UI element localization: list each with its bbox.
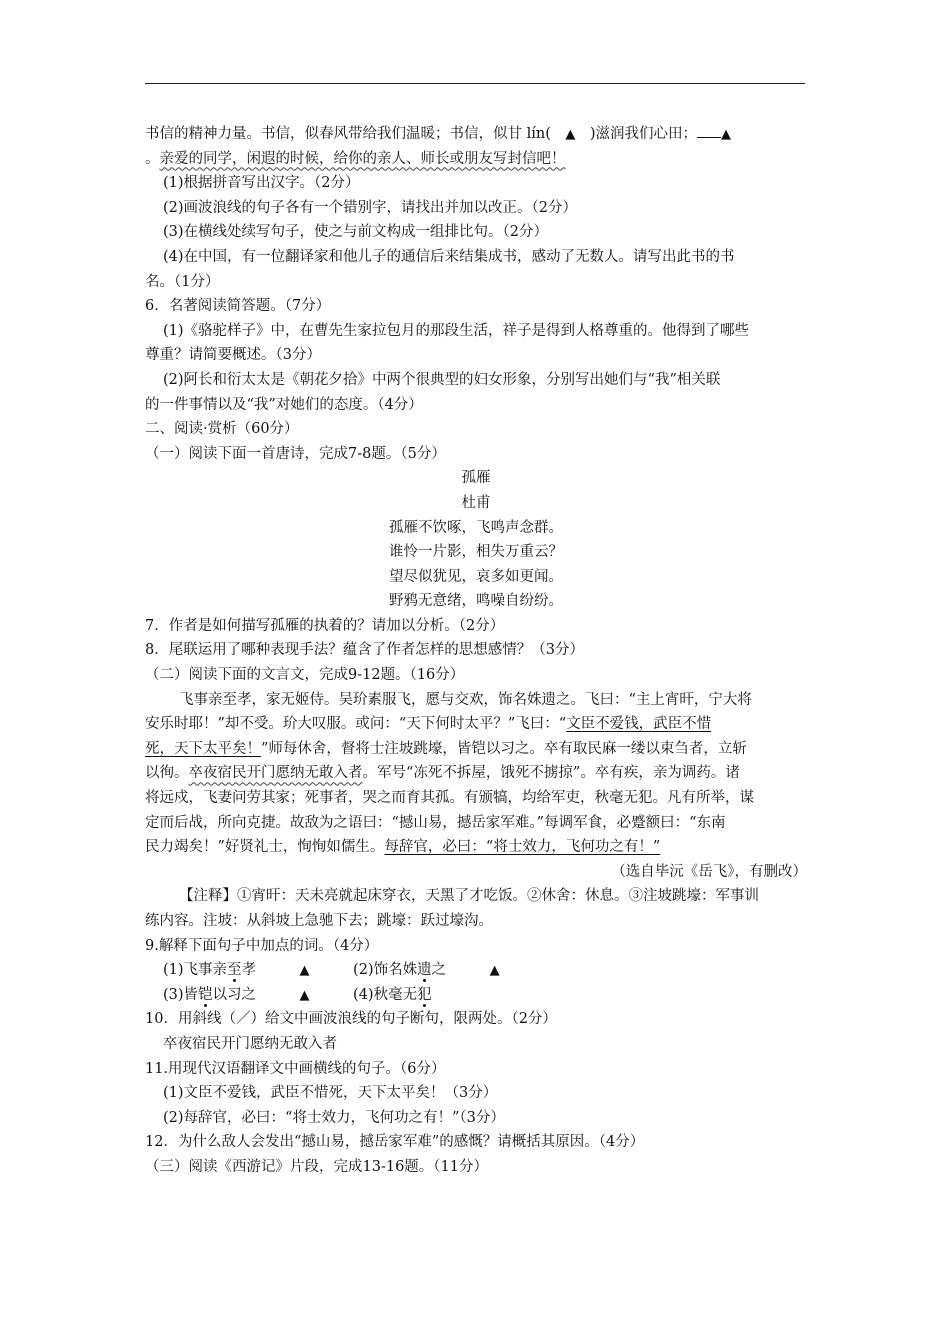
text-line bbox=[145, 245, 807, 270]
text-run: 孤雁 bbox=[461, 470, 491, 487]
text-run: 7．作者是如何描写孤雁的执着的？请加以分析。（2分） bbox=[145, 617, 505, 634]
text-line bbox=[145, 294, 807, 319]
text-line bbox=[145, 983, 807, 1008]
dotted-emphasis-word: 遗 bbox=[417, 962, 432, 979]
text-line bbox=[145, 220, 807, 245]
text-line bbox=[145, 1130, 807, 1155]
text-run: (2)饰名姝 bbox=[309, 962, 418, 979]
text-line bbox=[145, 368, 807, 393]
text-run: 孝 bbox=[241, 962, 300, 979]
text-line bbox=[145, 737, 807, 762]
text-line bbox=[145, 565, 807, 590]
dotted-emphasis-word: 铠 bbox=[198, 986, 213, 1003]
answer-triangle-icon: ▲ bbox=[299, 987, 310, 1003]
text-run: 定而后战，所向克捷。故敌为之语曰：“撼山易，撼岳家军难。”每调军食，必蹙额曰：“东南 bbox=[145, 814, 726, 831]
text-run: 卒夜宿民开门愿纳无敢入者 bbox=[163, 1035, 337, 1052]
text-run: 11.用现代汉语翻译文中画横线的句子。（6分） bbox=[145, 1060, 446, 1077]
underlined-sentence: 文臣不爱钱，武臣不惜 bbox=[566, 716, 712, 733]
text-line bbox=[145, 1106, 807, 1131]
text-line bbox=[145, 442, 807, 467]
text-line bbox=[145, 786, 807, 811]
underlined-sentence: 死，天下太平矣！ bbox=[145, 740, 261, 757]
text-run: 谁怜一片影，相失万重云？ bbox=[389, 544, 563, 561]
text-run: （一）阅读下面一首唐诗，完成7-8题。（5分） bbox=[145, 445, 446, 462]
text-line bbox=[145, 860, 807, 885]
answer-triangle-icon: ▲ bbox=[565, 127, 576, 142]
answer-triangle-icon: ▲ bbox=[299, 963, 310, 979]
text-run: (1)文臣不爱钱，武臣不惜死，天下太平矣！（3分） bbox=[163, 1085, 498, 1102]
text-run: 名。（1分） bbox=[145, 273, 220, 290]
fill-in-blank bbox=[697, 123, 721, 138]
text-line bbox=[145, 638, 807, 663]
text-run: （二）阅读下面的文言文，完成9-12题。（16分） bbox=[145, 667, 465, 684]
text-line bbox=[145, 171, 807, 196]
answer-triangle-icon: ▲ bbox=[489, 963, 500, 979]
text-run: （选自毕沅《岳飞》，有删改） bbox=[611, 863, 807, 880]
text-run: 民力竭矣！”好贤礼士，恂恂如儒生。 bbox=[145, 839, 385, 856]
text-run: 二、阅读·赏析（60分） bbox=[145, 421, 299, 438]
text-line bbox=[145, 958, 807, 983]
text-line bbox=[145, 196, 807, 221]
text-run: 安乐时耶！”却不受。玠大叹服。或问：“天下何时太平？”飞曰：“ bbox=[145, 716, 567, 733]
text-run: 之 bbox=[431, 962, 490, 979]
text-line bbox=[145, 909, 807, 934]
text-line bbox=[145, 1155, 807, 1180]
text-run: 以徇。 bbox=[145, 765, 189, 782]
text-run: (2)每辞官，必曰：“将士效力，飞何功之有！”（3分） bbox=[163, 1109, 505, 1126]
dotted-emphasis-word: 犯 bbox=[417, 986, 432, 1003]
text-run: 孤雁不饮啄，飞鸣声念群。 bbox=[389, 519, 563, 536]
wavy-underlined-sentence: 卒夜宿民开门愿纳无敢入者 bbox=[188, 765, 363, 782]
text-run: (3)在横线处续写句子，使之与前文构成一组排比句。（2分） bbox=[163, 224, 549, 241]
text-line bbox=[145, 417, 807, 442]
text-line bbox=[145, 270, 807, 295]
text-run: 6．名著阅读简答题。（7分） bbox=[145, 298, 331, 315]
text-line bbox=[145, 934, 807, 959]
text-line bbox=[145, 147, 807, 172]
header-rule bbox=[145, 83, 805, 84]
text-run: 8．尾联运用了哪种表现手法？蕴含了作者怎样的思想感情？（3分） bbox=[145, 642, 584, 659]
text-line bbox=[145, 393, 807, 418]
text-line bbox=[145, 466, 807, 491]
text-line bbox=[145, 589, 807, 614]
exam-page-body bbox=[145, 122, 807, 1180]
text-run: 野鸦无意绪，鸣噪自纷纷。 bbox=[389, 593, 563, 610]
text-run: ”师每休舍，督将士注坡跳壕，皆铠以习之。卒有取民麻一缕以束刍者，立斩 bbox=[261, 740, 747, 757]
text-run: 望尽似犹见，哀多如更闻。 bbox=[389, 568, 563, 585]
text-run: 杜甫 bbox=[461, 494, 491, 511]
text-run: 尊重？请简要概述。（3分） bbox=[145, 347, 321, 364]
text-run: 10．用斜线（／）给文中画波浪线的句子断句，限两处。（2分） bbox=[145, 1011, 557, 1028]
wavy-underlined-sentence: 亲爱的同学，闲遐的时候，给你的亲人、师长或朋友写封信吧！ bbox=[159, 150, 566, 167]
text-run: )滋润我们心田； bbox=[575, 126, 698, 142]
text-line bbox=[145, 122, 807, 147]
text-line bbox=[145, 663, 807, 688]
text-line bbox=[145, 884, 807, 909]
text-line bbox=[145, 835, 807, 860]
text-line bbox=[145, 1007, 807, 1032]
text-line bbox=[145, 491, 807, 516]
text-run: (4)秋毫无 bbox=[309, 986, 418, 1003]
text-run: 以习之 bbox=[212, 986, 300, 1003]
text-run: (1)《骆驼样子》中，在曹先生家拉包月的那段生活，祥子是得到人格尊重的。他得到了哪些 bbox=[163, 322, 750, 339]
text-run: (4)在中国，有一位翻译家和他儿子的通信后来结集成书，感动了无数人。请写出此书的书 bbox=[163, 248, 735, 265]
text-run: 12．为什么敌人会发出“撼山易，撼岳家军难”的感慨？请概括其原因。（4分） bbox=[145, 1134, 645, 1151]
text-run: 。军号“冻死不拆屋，饿死不掳掠”。卒有疾，亲为调药。诸 bbox=[362, 765, 740, 782]
text-line bbox=[145, 516, 807, 541]
text-run: (1)飞事亲 bbox=[163, 962, 228, 979]
text-run: 练内容。注坡：从斜坡上急驰下去；跳壕：跃过壕沟。 bbox=[145, 913, 493, 929]
underlined-sentence: 每辞官，必曰：“将士效力，飞何功之有！” bbox=[384, 839, 661, 856]
text-run: 9.解释下面句子中加点的词。（4分） bbox=[145, 937, 379, 954]
text-line bbox=[145, 811, 807, 836]
text-run: 。 bbox=[145, 150, 160, 167]
text-run: （三）阅读《西游记》片段，完成13-16题。（11分） bbox=[145, 1158, 488, 1175]
text-run: 【注释】①宵旰：天未亮就起床穿衣，天黑了才吃饭。②休舍：休息。③注坡跳壕：军事训 bbox=[179, 888, 759, 905]
text-line bbox=[145, 688, 807, 713]
answer-triangle-icon: ▲ bbox=[721, 127, 732, 142]
text-line bbox=[145, 761, 807, 786]
dotted-emphasis-word: 至 bbox=[227, 962, 242, 979]
text-line bbox=[145, 1081, 807, 1106]
text-line bbox=[145, 712, 807, 737]
text-line bbox=[145, 614, 807, 639]
text-run: (2)画波浪线的句子各有一个错别字，请找出并加以改正。（2分） bbox=[163, 199, 578, 216]
text-run: 书信的精神力量。书信，似春风带给我们温暖；书信，似甘 lín( bbox=[145, 126, 566, 142]
text-run: (1)根据拼音写出汉字。（2分） bbox=[163, 175, 360, 192]
text-run: (3)皆 bbox=[163, 986, 199, 1003]
text-line bbox=[145, 540, 807, 565]
text-run: 的一件事情以及“我”对她们的态度。（4分） bbox=[145, 396, 423, 413]
text-run: 将远戍，飞妻问劳其家；死事者，哭之而育其孤。有颁犒，均给军吏，秋毫无犯。凡有所举，谋 bbox=[145, 790, 754, 807]
text-run: 飞事亲至孝，家无姬侍。吴玠素服飞，愿与交欢，饰名姝遗之。飞曰：“主上宵旰，宁大将 bbox=[179, 691, 752, 708]
text-line bbox=[145, 319, 807, 344]
text-line bbox=[145, 343, 807, 368]
text-run: (2)阿长和衍太太是《朝花夕拾》中两个很典型的妇女形象，分别写出她们与“我”相关联 bbox=[163, 371, 721, 388]
text-line bbox=[145, 1032, 807, 1057]
text-line bbox=[145, 1057, 807, 1082]
